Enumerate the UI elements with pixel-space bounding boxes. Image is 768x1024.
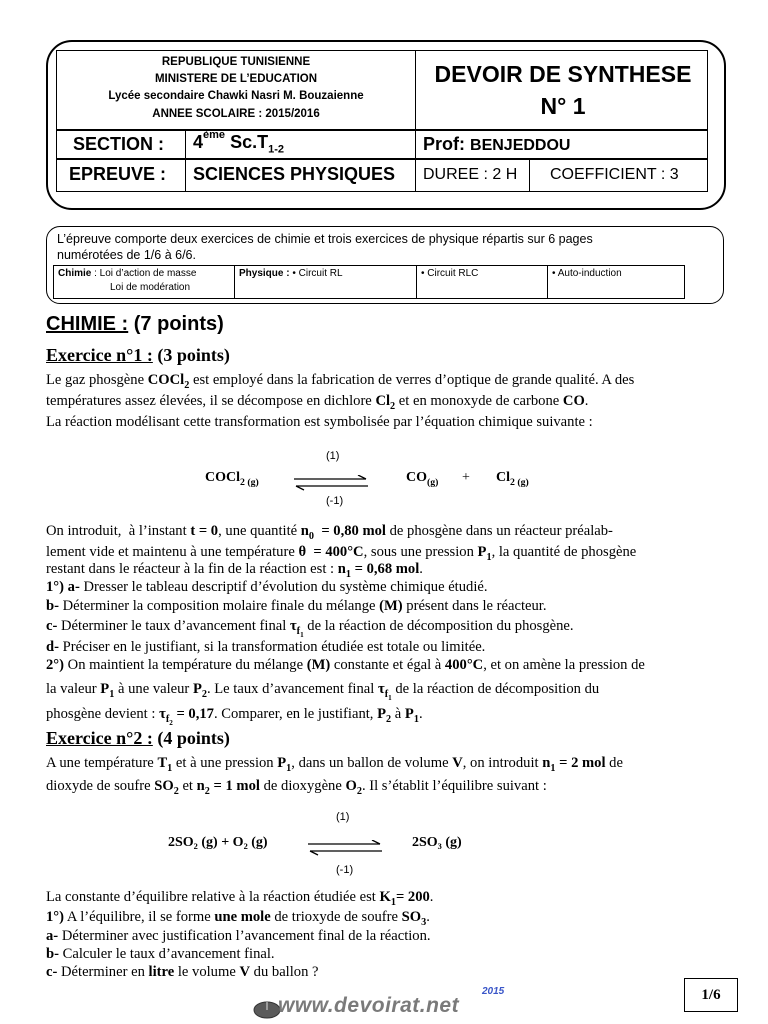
program-item-rlc: • Circuit RLC: [417, 266, 548, 298]
intro-box: [46, 226, 724, 304]
ex1-q1c: c- Déterminer le taux d’avancement final $\tau_{f_1}$ de la réaction de décomposition du phosgène.: [46, 618, 574, 639]
equilibrium-arrows-icon: [306, 840, 384, 856]
eq1-plus: +: [462, 470, 470, 485]
ex1-text-line-2: lement vide et maintenu à une température θ = 400°C, sous une pression $P_1$, la quantité de phosgène: [46, 544, 637, 563]
epreuve-label: EPREUVE :: [69, 164, 167, 184]
header-table: [56, 50, 708, 192]
ex1-intro-line-2: températures assez élevées, il se décompose en dichlore $Cl_2$ et en monoxyde de carbone CO.: [46, 393, 589, 412]
school-line-2: MINISTERE DE L’EDUCATION: [154, 73, 318, 85]
intro-line-1: L’épreuve comporte deux exercices de chimie et trois exercices de physique répartis sur 6 pages: [57, 232, 593, 246]
exercise-1-title: Exercice n°1 : (3 points): [46, 345, 230, 365]
ex1-intro-line-1: Le gaz phosgène COCl$_2$ est employé dans la fabrication de verres d’optique de grande qualité. A des: [46, 372, 635, 391]
eq2-reactants: 2SO₂ (g) + O₂ (g): [168, 835, 268, 850]
prof-field: Prof: BENJEDDOU: [423, 134, 571, 154]
ex2-q1b: b- Calculer le taux d’avancement final.: [46, 946, 275, 962]
program-table: [53, 265, 685, 299]
equilibrium-arrows-icon: [292, 475, 370, 491]
ex2-text-line-1: A une température $T_1$ et à une pression $P_1$, dans un ballon de volume V, on introduit $n_1 = 2$ mol de: [46, 755, 623, 774]
ex1-q1a: 1°) a- Dresser le tableau descriptif d’évolution du système chimique étudié.: [46, 579, 488, 595]
ex2-q1: 1°) A l’équilibre, il se forme une mole de trioxyde de soufre $SO_3$.: [46, 909, 430, 928]
ex1-q2-line-1: 2°) On maintient la température du mélange (M) constante et égal à 400°C, et on amène la pression de: [46, 657, 645, 673]
exam-title: DEVOIR DE SYNTHESE: [434, 61, 692, 87]
ex2-text-line-2: dioxyde de soufre $SO_2$ et $n_2 = 1$ mol de dioxygène $O_2$. Il s’établit l’équilibre suivant :: [46, 778, 547, 797]
chimie-title: CHIMIE : (7 points): [46, 313, 224, 335]
ex1-intro-line-3: La réaction modélisant cette transformation est symbolisée par l’équation chimique suivante :: [46, 414, 593, 430]
school-line-4: ANNEE SCOLAIRE : 2015/2016: [152, 108, 320, 120]
ex1-text-line-3: restant dans le réacteur à la fin de la réaction est : $n_1 = 0,68$ mol.: [46, 561, 423, 580]
ex2-k-line: La constante d’équilibre relative à la réaction étudiée est $K_1= 200$.: [46, 889, 434, 908]
ex1-text-line-1: On introduit, à l’instant t = 0, une quantité $n_0 = 0,80$ mol de phosgène dans un réacteur préalab-: [46, 523, 613, 542]
ex1-q1d: d- Préciser en le justifiant, si la transformation étudiée est totale ou limitée.: [46, 639, 486, 655]
eq1-product-cl2: $Cl_{2 (g)}$: [496, 470, 529, 488]
intro-line-2: numérotées de 1/6 à 6/6.: [57, 248, 196, 262]
eq1-reactant: COCl$_{2 (g)}$: [205, 470, 259, 488]
coefficient: COEFFICIENT : 3: [550, 166, 679, 183]
exercise-2-title: Exercice n°2 : (4 points): [46, 728, 230, 748]
ex2-q1c: c- Déterminer en litre le volume V du ballon ?: [46, 964, 319, 980]
exam-number: N° 1: [540, 93, 586, 119]
eq1-product-co: $CO_{(g)}$: [406, 470, 439, 488]
eq2-forward-label: (1): [336, 811, 350, 823]
program-item-autoinduction: • Auto-induction: [552, 268, 622, 279]
watermark-logo: www.devoirat.net 2015: [252, 994, 492, 1020]
program-chimie: Chimie : Loi d’action de masse Loi de modération: [54, 266, 235, 298]
school-line-1: REPUBLIQUE TUNISIENNE: [161, 56, 311, 68]
eq2-reverse-label: (-1): [336, 864, 354, 876]
program-physique: Physique : • Circuit RL: [235, 266, 417, 298]
eq1-forward-label: (1): [326, 450, 340, 462]
eq1-reverse-label: (-1): [326, 495, 344, 507]
duree: DUREE : 2 H: [423, 166, 518, 183]
section-label: SECTION :: [73, 134, 165, 154]
school-line-3: Lycée secondaire Chawki Nasri M. Bouzaienne: [108, 90, 364, 102]
intro-text: [57, 231, 697, 263]
ex1-q1b: b- Déterminer la composition molaire finale du mélange (M) présent dans le réacteur.: [46, 598, 547, 614]
page-number: 1/6: [684, 978, 738, 1012]
eq2-product: 2SO₃ (g): [412, 835, 462, 850]
epreuve-value: SCIENCES PHYSIQUES: [193, 164, 396, 184]
ex2-q1a: a- Déterminer avec justification l’avancement final de la réaction.: [46, 928, 431, 944]
ex1-q2-line-3: phosgène devient : $\tau_{f_2} = 0,17$. Comparer, en le justifiant, $P_2$ à $P_1$.: [46, 706, 423, 727]
ex1-q2-line-2: la valeur $P_1$ à une valeur $P_2$. Le taux d’avancement final $\tau_{f_1}$ de la réaction de décomposition du: [46, 681, 600, 702]
section-value: 4ème $Sc.T_{1-2}$: [193, 129, 284, 156]
